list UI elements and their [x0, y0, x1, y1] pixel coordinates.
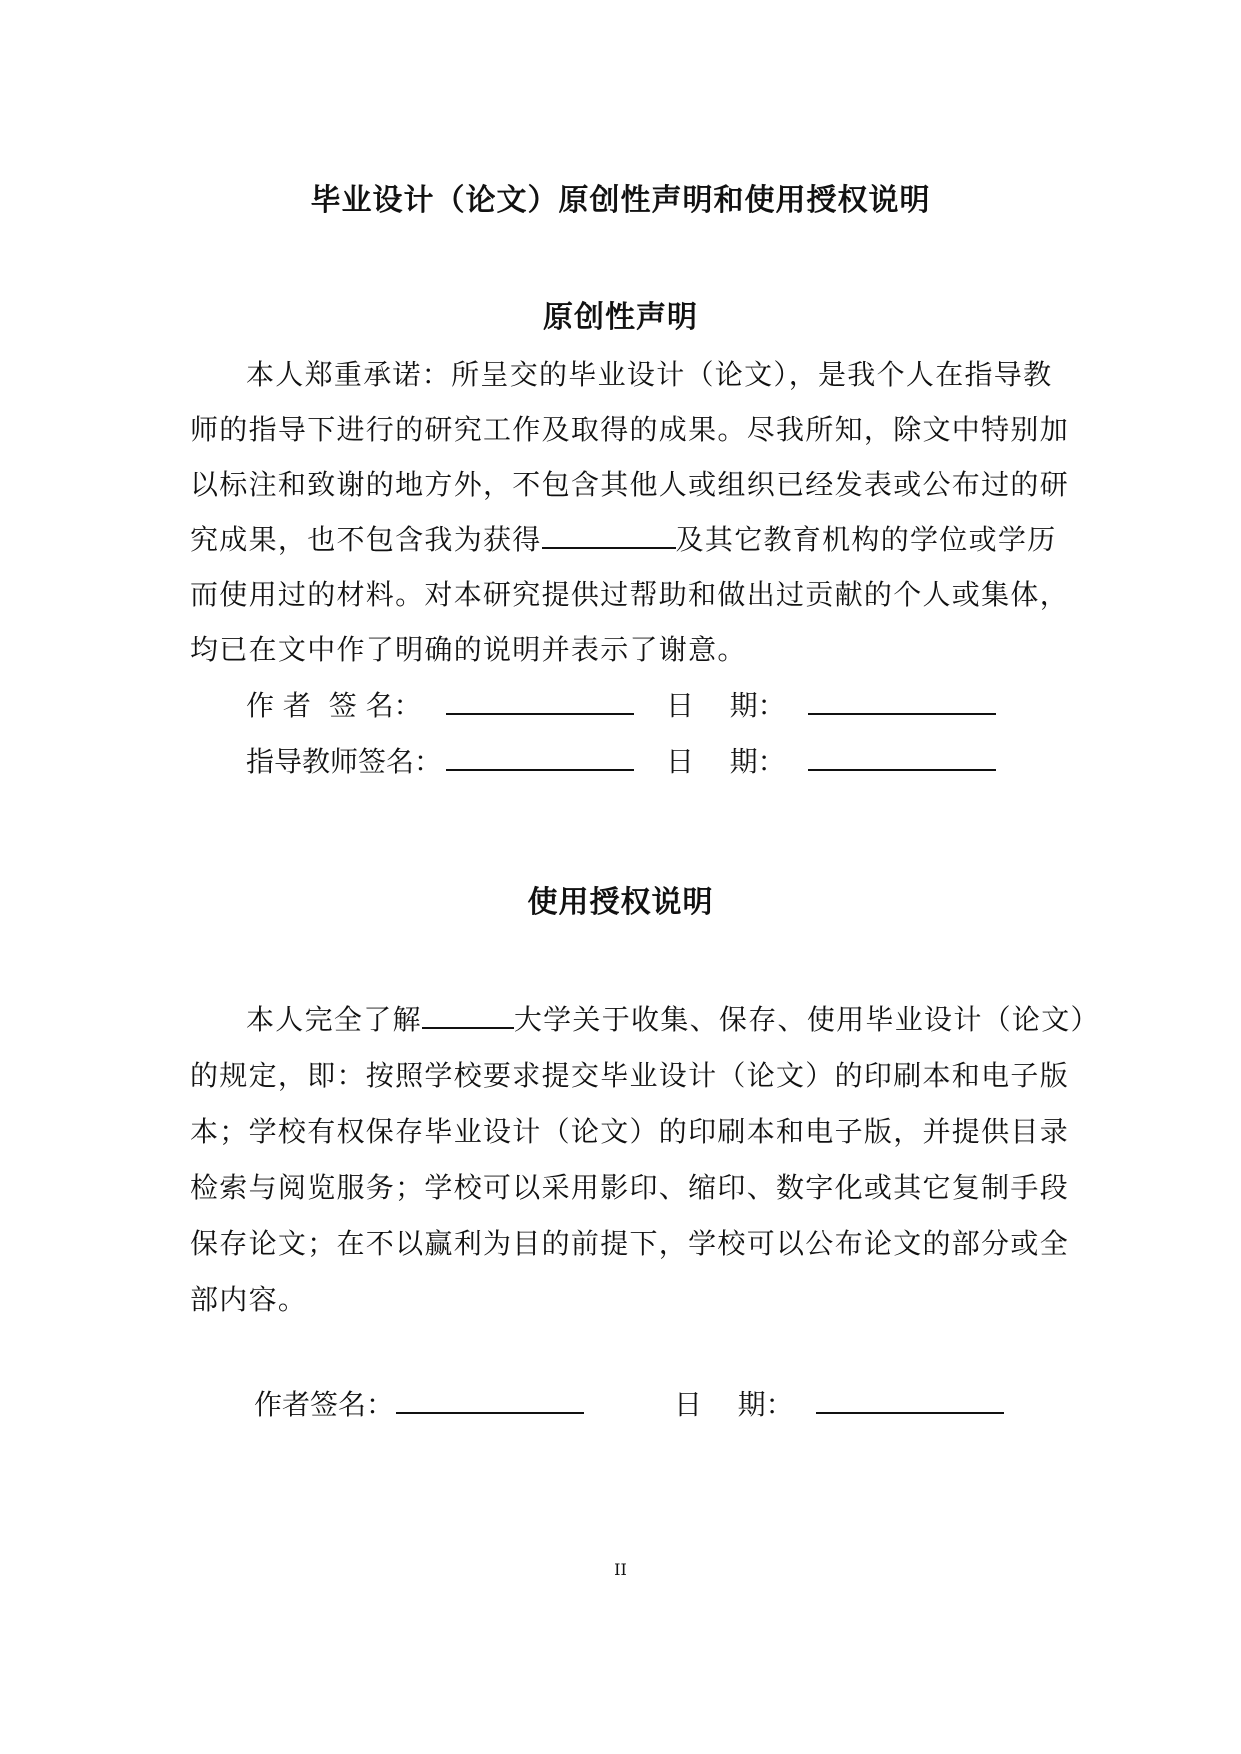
author-date-row [666, 686, 996, 726]
authorization-line-5: 保存论文；在不以赢利为目的前提下，学校可以公布论文的部分或全 [190, 1227, 1070, 1260]
originality-line-5: 而使用过的材料。对本研究提供过帮助和做出过贡献的个人或集体， [190, 578, 1070, 611]
authorization-line-6: 部内容。 [190, 1283, 308, 1316]
auth-author-signature-row [254, 1385, 584, 1425]
originality-line-1: 本人郑重承诺：所呈交的毕业设计（论文），是我个人在指导教 [246, 358, 1053, 391]
auth-line1-pre: 本人完全了解 [246, 1003, 422, 1036]
author-sign-label: 作 者 签 名： [246, 689, 422, 722]
authorization-line-4: 检索与阅览服务；学校可以采用影印、缩印、数字化或其它复制手段 [190, 1171, 1070, 1204]
degree-blank[interactable] [542, 521, 676, 549]
authorization-heading: 使用授权说明 [527, 885, 714, 920]
auth-date-label: 日 期： [674, 1388, 794, 1421]
originality-line-2: 师的指导下进行的研究工作及取得的成果。尽我所知，除文中特别加 [190, 413, 1070, 446]
author-sign-blank[interactable] [446, 687, 634, 715]
originality-heading: 原创性声明 [543, 300, 698, 335]
page-number: II [614, 1560, 627, 1579]
advisor-date-row [666, 742, 996, 782]
auth-author-sign-label: 作者签名： [254, 1388, 395, 1421]
auth-author-sign-blank[interactable] [396, 1386, 584, 1414]
auth-date-blank[interactable] [816, 1386, 1004, 1414]
main-title: 毕业设计（论文）原创性声明和使用授权说明 [310, 183, 931, 218]
university-blank[interactable] [422, 1001, 514, 1029]
author-date-label: 日 期： [666, 689, 786, 722]
originality-line-4 [190, 520, 1057, 560]
advisor-date-label: 日 期： [666, 745, 786, 778]
line4-pre: 究成果，也不包含我为获得 [190, 523, 542, 556]
line4-post: 及其它教育机构的学位或学历 [675, 523, 1057, 556]
authorization-line-1 [246, 1000, 1100, 1040]
auth-date-row [674, 1385, 1004, 1425]
advisor-signature-row [246, 742, 634, 782]
advisor-sign-blank[interactable] [446, 743, 634, 771]
author-date-blank[interactable] [808, 687, 996, 715]
originality-line-6: 均已在文中作了明确的说明并表示了谢意。 [190, 633, 747, 666]
originality-line-3: 以标注和致谢的地方外，不包含其他人或组织已经发表或公布过的研 [190, 468, 1070, 501]
author-signature-row [246, 686, 634, 726]
authorization-line-3: 本；学校有权保存毕业设计（论文）的印刷本和电子版，并提供目录 [190, 1115, 1070, 1148]
auth-line1-post: 大学关于收集、保存、使用毕业设计（论文） [513, 1003, 1100, 1036]
advisor-date-blank[interactable] [808, 743, 996, 771]
authorization-line-2: 的规定，即：按照学校要求提交毕业设计（论文）的印刷本和电子版 [190, 1059, 1070, 1092]
advisor-sign-label: 指导教师签名： [246, 745, 443, 778]
